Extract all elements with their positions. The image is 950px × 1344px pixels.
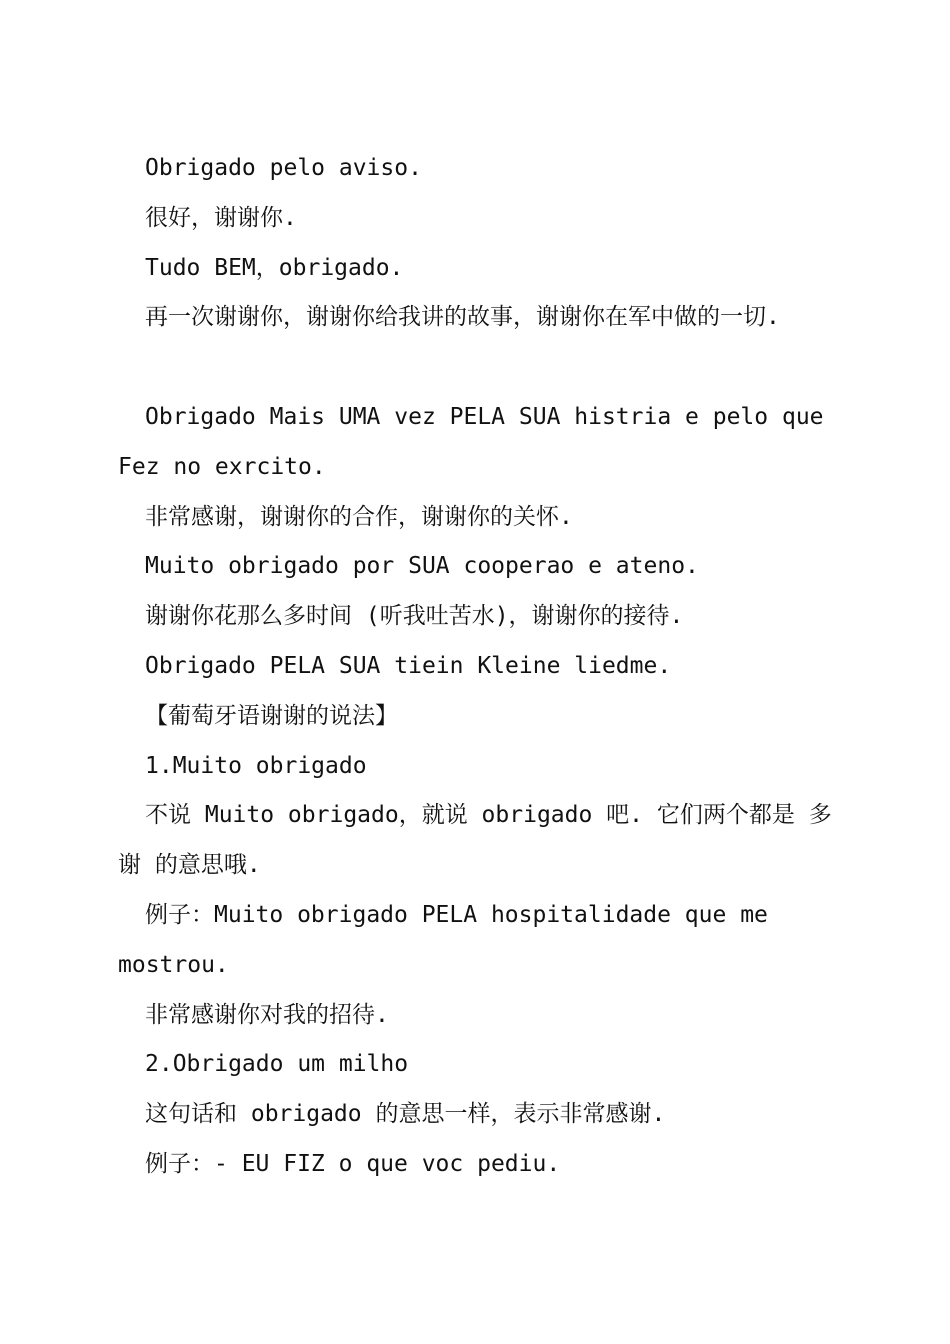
paragraph: 不说 Muito obrigado，就说 obrigado 吧. 它们两个都是 多谢 的意思哦. [118, 802, 832, 879]
paragraph: 谢谢你花那么多时间 (听我吐苦水)，谢谢你的接待. [145, 603, 684, 630]
paragraph: 很好，谢谢你. [145, 204, 297, 231]
section-heading: 【葡萄牙语谢谢的说法】 [145, 702, 398, 729]
list-item-heading: 2.Obrigado um milho [145, 1051, 409, 1078]
paragraph: Obrigado pelo aviso. [145, 155, 422, 181]
paragraph: 这句话和 obrigado 的意思一样，表示非常感谢. [145, 1101, 666, 1128]
example-paragraph: 例子：- EU FIZ o que voc pediu. [145, 1150, 561, 1177]
example-paragraph: 例子：Muito obrigado PELA hospitalidade que me mostrou. [118, 901, 768, 978]
list-item-heading: 1.Muito obrigado [145, 752, 367, 779]
paragraph: Tudo BEM，obrigado. [145, 254, 404, 281]
paragraph: 非常感谢，谢谢你的合作，谢谢你的关怀. [145, 503, 573, 530]
paragraph: Obrigado Mais UMA vez PELA SUA histria e pelo que Fez no exrcito. [118, 403, 824, 480]
blank-line [118, 343, 838, 393]
document-body [118, 144, 838, 1190]
paragraph: 再一次谢谢你，谢谢你给我讲的故事，谢谢你在军中做的一切. [145, 304, 780, 331]
paragraph: Muito obrigado por SUA cooperao e ateno. [145, 553, 699, 580]
paragraph: 非常感谢你对我的招待. [145, 1001, 389, 1028]
paragraph: Obrigado PELA SUA tiein Kleine liedme. [145, 652, 672, 679]
